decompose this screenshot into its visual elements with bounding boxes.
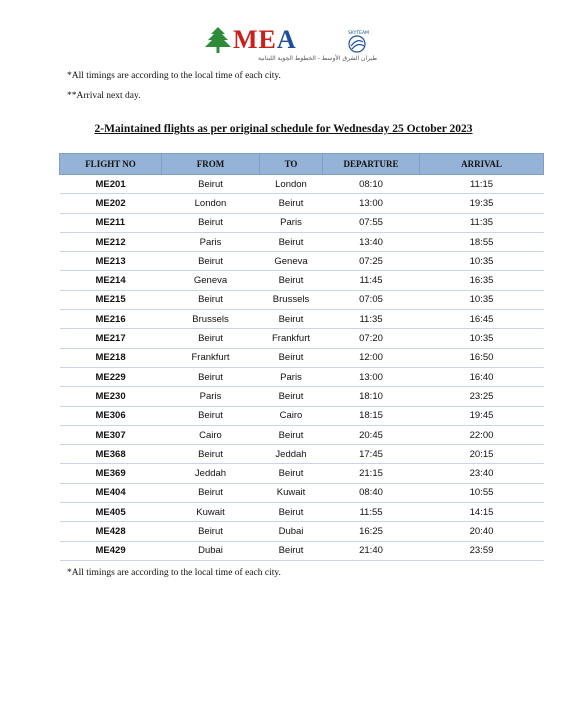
from-cell: Beirut	[162, 175, 260, 194]
mea-wordmark: MEA	[233, 25, 297, 54]
departure-cell: 13:00	[323, 367, 420, 386]
arrival-cell: 10:55	[420, 483, 544, 502]
flight-number-cell: ME213	[60, 252, 162, 271]
flight-number-cell: ME404	[60, 483, 162, 502]
timing-note: *All timings are according to the local time of each city.	[67, 71, 281, 81]
flight-number-cell: ME230	[60, 387, 162, 406]
to-cell: Beirut	[260, 232, 323, 251]
header-from: FROM	[162, 154, 260, 175]
to-cell: Paris	[260, 213, 323, 232]
arrival-cell: 19:35	[420, 194, 544, 213]
flight-number-cell: ME212	[60, 232, 162, 251]
table-row	[60, 522, 544, 541]
table-row	[60, 290, 544, 309]
from-cell: Cairo	[162, 425, 260, 444]
table-row	[60, 252, 544, 271]
from-cell: Kuwait	[162, 503, 260, 522]
departure-cell: 18:10	[323, 387, 420, 406]
to-cell: Beirut	[260, 310, 323, 329]
table-row	[60, 541, 544, 560]
to-cell: Beirut	[260, 425, 323, 444]
from-cell: Beirut	[162, 483, 260, 502]
to-cell: London	[260, 175, 323, 194]
from-cell: Beirut	[162, 367, 260, 386]
flight-number-cell: ME229	[60, 367, 162, 386]
flight-number-cell: ME217	[60, 329, 162, 348]
to-cell: Frankfurt	[260, 329, 323, 348]
to-cell: Beirut	[260, 387, 323, 406]
departure-cell: 16:25	[323, 522, 420, 541]
from-cell: Beirut	[162, 252, 260, 271]
to-cell: Brussels	[260, 290, 323, 309]
table-row	[60, 464, 544, 483]
to-cell: Cairo	[260, 406, 323, 425]
to-cell: Jeddah	[260, 445, 323, 464]
arrival-cell: 16:45	[420, 310, 544, 329]
cedar-tree-icon	[203, 26, 233, 56]
arrival-next-day-note: **Arrival next day.	[67, 91, 141, 101]
arrival-cell: 11:35	[420, 213, 544, 232]
table-row	[60, 348, 544, 367]
flight-number-cell: ME369	[60, 464, 162, 483]
flight-number-cell: ME214	[60, 271, 162, 290]
flight-number-cell: ME307	[60, 425, 162, 444]
flight-number-cell: ME201	[60, 175, 162, 194]
table-row	[60, 406, 544, 425]
table-row	[60, 271, 544, 290]
departure-cell: 21:15	[323, 464, 420, 483]
footer-timing-note: *All timings are according to the local time of each city.	[67, 568, 281, 578]
from-cell: Beirut	[162, 290, 260, 309]
arrival-cell: 23:25	[420, 387, 544, 406]
header-departure: DEPARTURE	[323, 154, 420, 175]
to-cell: Beirut	[260, 541, 323, 560]
to-cell: Beirut	[260, 348, 323, 367]
table-row	[60, 329, 544, 348]
from-cell: Beirut	[162, 522, 260, 541]
to-cell: Beirut	[260, 271, 323, 290]
table-header-row	[60, 154, 544, 175]
table-row	[60, 387, 544, 406]
from-cell: Beirut	[162, 329, 260, 348]
table-row	[60, 483, 544, 502]
arrival-cell: 20:40	[420, 522, 544, 541]
from-cell: Paris	[162, 232, 260, 251]
to-cell: Dubai	[260, 522, 323, 541]
from-cell: Jeddah	[162, 464, 260, 483]
from-cell: Geneva	[162, 271, 260, 290]
header-flight-no: FLIGHT NO	[60, 154, 162, 175]
flight-number-cell: ME215	[60, 290, 162, 309]
departure-cell: 20:45	[323, 425, 420, 444]
table-row	[60, 232, 544, 251]
arrival-cell: 19:45	[420, 406, 544, 425]
from-cell: London	[162, 194, 260, 213]
from-cell: Paris	[162, 387, 260, 406]
departure-cell: 11:45	[323, 271, 420, 290]
table-row	[60, 367, 544, 386]
departure-cell: 08:10	[323, 175, 420, 194]
header-to: TO	[260, 154, 323, 175]
arrival-cell: 18:55	[420, 232, 544, 251]
arrival-cell: 16:50	[420, 348, 544, 367]
flight-number-cell: ME368	[60, 445, 162, 464]
arrival-cell: 16:40	[420, 367, 544, 386]
flight-number-cell: ME429	[60, 541, 162, 560]
arabic-airline-name: طيران الشرق الأوسط - الخطوط الجوية اللبنانية	[258, 55, 378, 62]
flight-schedule-table	[59, 153, 544, 561]
arrival-cell: 22:00	[420, 425, 544, 444]
from-cell: Dubai	[162, 541, 260, 560]
arrival-cell: 14:15	[420, 503, 544, 522]
departure-cell: 13:40	[323, 232, 420, 251]
departure-cell: 07:20	[323, 329, 420, 348]
arrival-cell: 11:15	[420, 175, 544, 194]
table-row	[60, 503, 544, 522]
departure-cell: 07:05	[323, 290, 420, 309]
svg-text:SKYTEAM: SKYTEAM	[348, 31, 369, 36]
to-cell: Beirut	[260, 464, 323, 483]
header-arrival: ARRIVAL	[420, 154, 544, 175]
from-cell: Frankfurt	[162, 348, 260, 367]
from-cell: Beirut	[162, 213, 260, 232]
arrival-cell: 16:35	[420, 271, 544, 290]
arrival-cell: 20:15	[420, 445, 544, 464]
table-row	[60, 175, 544, 194]
departure-cell: 13:00	[323, 194, 420, 213]
skyteam-logo-icon	[343, 28, 371, 56]
flight-number-cell: ME216	[60, 310, 162, 329]
table-row	[60, 194, 544, 213]
to-cell: Paris	[260, 367, 323, 386]
departure-cell: 12:00	[323, 348, 420, 367]
arrival-cell: 10:35	[420, 290, 544, 309]
departure-cell: 18:15	[323, 406, 420, 425]
flight-number-cell: ME428	[60, 522, 162, 541]
flight-number-cell: ME211	[60, 213, 162, 232]
from-cell: Brussels	[162, 310, 260, 329]
departure-cell: 11:35	[323, 310, 420, 329]
arrival-cell: 23:59	[420, 541, 544, 560]
table-row	[60, 213, 544, 232]
mea-logo	[203, 24, 378, 68]
to-cell: Geneva	[260, 252, 323, 271]
departure-cell: 21:40	[323, 541, 420, 560]
flight-number-cell: ME218	[60, 348, 162, 367]
departure-cell: 07:25	[323, 252, 420, 271]
arrival-cell: 10:35	[420, 329, 544, 348]
departure-cell: 17:45	[323, 445, 420, 464]
schedule-title: 2-Maintained flights as per original schedule for Wednesday 25 October 2023	[94, 123, 473, 135]
arrival-cell: 10:35	[420, 252, 544, 271]
departure-cell: 08:40	[323, 483, 420, 502]
to-cell: Kuwait	[260, 483, 323, 502]
departure-cell: 11:55	[323, 503, 420, 522]
flight-number-cell: ME306	[60, 406, 162, 425]
table-row	[60, 425, 544, 444]
to-cell: Beirut	[260, 503, 323, 522]
flight-number-cell: ME202	[60, 194, 162, 213]
table-row	[60, 445, 544, 464]
table-row	[60, 310, 544, 329]
from-cell: Beirut	[162, 445, 260, 464]
to-cell: Beirut	[260, 194, 323, 213]
from-cell: Beirut	[162, 406, 260, 425]
arrival-cell: 23:40	[420, 464, 544, 483]
flight-number-cell: ME405	[60, 503, 162, 522]
departure-cell: 07:55	[323, 213, 420, 232]
